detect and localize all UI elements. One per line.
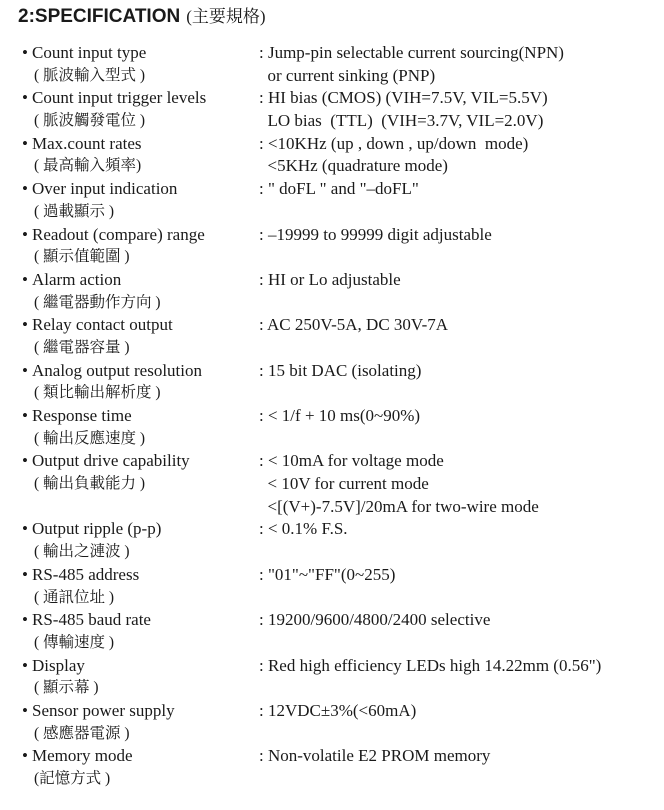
spec-label <box>22 655 252 700</box>
spec-name-chinese: ( 輸出反應速度 ) <box>34 429 146 447</box>
spec-value-line <box>259 382 662 405</box>
spec-value <box>259 360 662 405</box>
spec-label <box>22 564 252 609</box>
spec-value-line <box>259 337 662 360</box>
spec-name-chinese: ( 顯示幕 ) <box>34 679 99 697</box>
spec-name: Response time <box>32 406 132 425</box>
spec-value-line: or current sinking (PNP) <box>259 65 436 85</box>
spec-name: Relay contact output <box>32 315 173 335</box>
spec-name-chinese: ( 脈波觸發電位 ) <box>34 112 146 130</box>
spec-row <box>22 564 662 609</box>
spec-value-line: : "01"~"FF"(0~255) <box>259 564 396 584</box>
spec-label <box>22 609 252 654</box>
spec-value <box>259 87 662 132</box>
spec-value-line: <[(V+)-7.5V]/20mA for two-wire mode <box>259 496 539 516</box>
spec-label <box>22 700 252 745</box>
section-title-chinese: (主要規格) <box>186 7 266 26</box>
spec-label <box>22 269 252 314</box>
spec-row <box>22 360 662 405</box>
spec-value-line: LO bias (TTL) (VIH=3.7V, VIL=2.0V) <box>259 111 544 131</box>
spec-value-line: <5KHz (quadrature mode) <box>259 156 448 176</box>
bullet-icon: • <box>22 43 28 62</box>
spec-row <box>22 42 662 87</box>
spec-value-line <box>259 246 662 269</box>
spec-name-chinese: ( 脈波輸入型式 ) <box>34 66 146 84</box>
spec-value-line: : 12VDC±3%(<60mA) <box>259 700 417 720</box>
spec-value-line: : AC 250V-5A, DC 30V-7A <box>259 315 449 335</box>
spec-name: Output drive capability <box>32 451 190 471</box>
spec-value <box>259 314 662 359</box>
spec-label <box>22 178 252 223</box>
spec-label <box>22 224 252 269</box>
spec-name-chinese: ( 傳輸速度 ) <box>34 633 115 651</box>
bullet-icon: • <box>22 133 28 153</box>
spec-value <box>259 700 662 745</box>
spec-name: RS-485 address <box>32 564 140 584</box>
spec-name-chinese: ( 過載顯示 ) <box>34 202 115 220</box>
spec-value <box>259 405 662 450</box>
bullet-icon: • <box>22 315 28 335</box>
bullet-icon: • <box>22 179 28 199</box>
spec-name-chinese: ( 顯示值範圍 ) <box>34 248 130 266</box>
spec-value <box>259 564 662 609</box>
spec-row <box>22 224 662 269</box>
bullet-icon: • <box>22 224 28 244</box>
spec-row <box>22 655 662 700</box>
spec-name-chinese: ( 輸出負載能力 ) <box>34 475 146 493</box>
bullet-icon: • <box>22 88 28 108</box>
spec-name-chinese: ( 最高輸入頻率) <box>34 157 142 175</box>
spec-label <box>22 314 252 359</box>
spec-name-chinese: ( 輸出之漣波 ) <box>34 543 130 561</box>
spec-value-line <box>259 677 662 700</box>
spec-name: Readout (compare) range <box>32 224 205 244</box>
spec-name-chinese: ( 感應器電源 ) <box>34 724 130 742</box>
spec-value-line: : Non-volatile E2 PROM memory <box>259 746 491 766</box>
spec-value-line: : HI or Lo adjustable <box>259 269 401 289</box>
spec-name: Output ripple (p-p) <box>32 519 162 539</box>
bullet-icon: • <box>22 269 28 289</box>
spec-value-line: : HI bias (CMOS) (VIH=7.5V, VIL=5.5V) <box>259 88 548 108</box>
spec-value-line: : < 0.1% F.S. <box>259 519 348 539</box>
spec-value <box>259 655 662 700</box>
spec-name-chinese: ( 通訊位址 ) <box>34 588 115 606</box>
spec-value-line: < 10V for current mode <box>259 474 429 494</box>
spec-value-line: : 19200/9600/4800/2400 selective <box>259 610 491 630</box>
spec-row <box>22 450 662 518</box>
spec-row <box>22 700 662 745</box>
spec-label <box>22 450 252 495</box>
spec-row <box>22 745 662 790</box>
spec-label <box>22 745 252 790</box>
bullet-icon: • <box>22 655 28 675</box>
spec-label <box>22 360 252 405</box>
spec-value-line: : " doFL " and "–doFL" <box>259 179 419 199</box>
spec-value-line: : <10KHz (up , down , up/down mode) <box>259 133 529 153</box>
bullet-icon: • <box>22 746 28 766</box>
spec-value-line: : –19999 to 99999 digit adjustable <box>259 224 492 244</box>
spec-name: Display <box>32 655 85 675</box>
bullet-icon: • <box>22 406 28 425</box>
spec-row <box>22 133 662 178</box>
spec-label <box>22 42 252 87</box>
spec-name: RS-485 baud rate <box>32 610 151 630</box>
spec-value-line <box>259 723 662 746</box>
spec-row <box>22 314 662 359</box>
section-title <box>18 4 266 30</box>
spec-name: Memory mode <box>32 746 133 766</box>
spec-value <box>259 269 662 314</box>
spec-value <box>259 450 662 518</box>
spec-value-line: : < 1/f + 10 ms(0~90%) <box>259 406 421 425</box>
spec-row <box>22 609 662 654</box>
spec-name: Analog output resolution <box>32 360 202 380</box>
bullet-icon: • <box>22 451 28 471</box>
spec-row <box>22 518 662 563</box>
spec-value-line <box>259 541 662 564</box>
spec-value-line: : Jump-pin selectable current sourcing(NPN) <box>259 43 564 62</box>
spec-value <box>259 133 662 178</box>
spec-value <box>259 518 662 563</box>
bullet-icon: • <box>22 360 28 380</box>
spec-name: Over input indication <box>32 179 178 199</box>
spec-label <box>22 518 252 563</box>
bullet-icon: • <box>22 700 28 720</box>
spec-row <box>22 87 662 132</box>
spec-label <box>22 405 252 450</box>
spec-name: Max.count rates <box>32 133 142 153</box>
spec-value-line <box>259 587 662 610</box>
spec-value <box>259 609 662 654</box>
spec-name: Count input trigger levels <box>32 88 207 108</box>
spec-value-line <box>259 768 662 791</box>
spec-value <box>259 42 662 87</box>
spec-label <box>22 87 252 132</box>
spec-value-line <box>259 632 662 655</box>
spec-row <box>22 405 662 450</box>
spec-row <box>22 269 662 314</box>
spec-name: Count input type <box>32 43 147 62</box>
section-title-main: 2:SPECIFICATION <box>18 6 181 27</box>
spec-value-line <box>259 201 662 224</box>
spec-name-chinese: (記憶方式 ) <box>34 770 111 787</box>
spec-name-chinese: ( 繼電器容量 ) <box>34 338 130 356</box>
spec-name-chinese: ( 繼電器動作方向 ) <box>34 293 161 311</box>
spec-value-line: : 15 bit DAC (isolating) <box>259 360 422 380</box>
bullet-icon: • <box>22 519 28 539</box>
spec-name-chinese: ( 類比輸出解析度 ) <box>34 384 161 402</box>
spec-row <box>22 178 662 223</box>
spec-value-line: : < 10mA for voltage mode <box>259 451 444 471</box>
spec-label <box>22 133 252 178</box>
spec-value <box>259 745 662 790</box>
spec-value-line <box>259 292 662 315</box>
spec-value-line: : Red high efficiency LEDs high 14.22mm (0.56") <box>259 655 602 675</box>
bullet-icon: • <box>22 610 28 630</box>
spec-value <box>259 178 662 223</box>
spec-value <box>259 224 662 269</box>
specification-list <box>22 42 662 791</box>
spec-name: Sensor power supply <box>32 700 175 720</box>
spec-value-line <box>259 428 662 451</box>
spec-name: Alarm action <box>32 269 122 289</box>
bullet-icon: • <box>22 564 28 584</box>
